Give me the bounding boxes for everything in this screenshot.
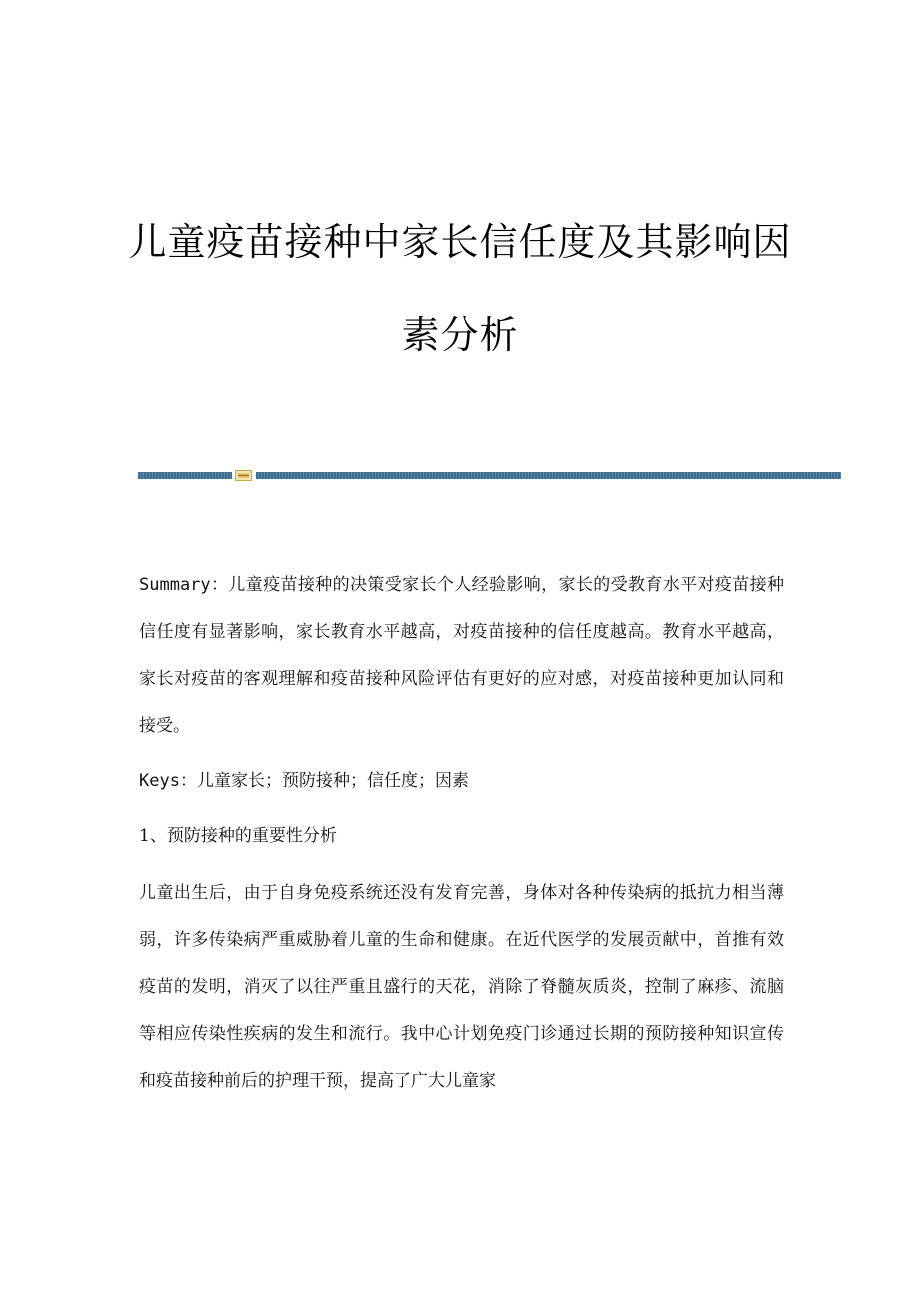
title-divider bbox=[138, 470, 841, 482]
keys-separator: ： bbox=[179, 771, 197, 791]
summary-text: 儿童疫苗接种的决策受家长个人经验影响，家长的受教育水平对疫苗接种信任度有显著影响，家长教育水平越高，对疫苗接种的信任度越高。教育水平越高，家长对疫苗的客观理解和疫苗接种风险评估有更好的应对感，对疫苗接种更加认同和接受。 bbox=[139, 575, 785, 736]
body-paragraph: 儿童出生后，由于自身免疫系统还没有发育完善，身体对各种传染病的抵抗力相当薄弱，许多传染病严重威胁着儿童的生命和健康。在近代医学的发展贡献中，首推有效疫苗的发明，消灭了以往严重且盛行的天花，消除了脊髓灰质炎，控制了麻疹、流脑等相应传染性疾病的发生和流行。我中心计划免疫门诊通过长期的预防接种知识宣传和疫苗接种前后的护理干预，提高了广大儿童家 bbox=[139, 883, 784, 1091]
divider-ornament-icon bbox=[235, 470, 252, 481]
summary-label: Summary bbox=[139, 575, 211, 595]
keys-text: 儿童家长；预防接种；信任度；因素 bbox=[196, 771, 469, 791]
keywords-line bbox=[139, 758, 784, 805]
summary-paragraph bbox=[139, 562, 784, 750]
section-heading: 1、预防接种的重要性分析 bbox=[139, 826, 337, 846]
summary-separator: ： bbox=[210, 575, 229, 595]
keys-label: Keys bbox=[139, 771, 180, 791]
document-title-line-2: 素分析 bbox=[401, 313, 519, 357]
document-title-line-1: 儿童疫苗接种中家长信任度及其影响因 bbox=[128, 220, 792, 264]
divider-bar-left bbox=[138, 472, 232, 479]
divider-bar-right bbox=[256, 472, 841, 479]
